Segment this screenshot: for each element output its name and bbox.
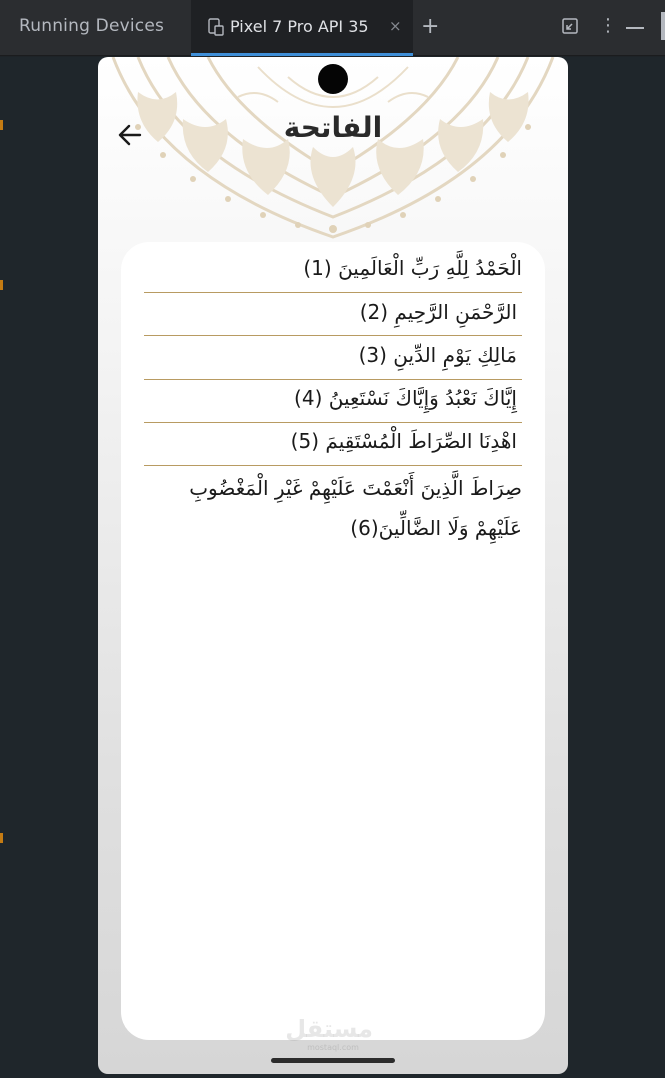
add-tab-icon[interactable]: + bbox=[421, 14, 440, 39]
side-marker bbox=[0, 280, 3, 290]
verse-5: اهْدِنَا الصِّرَاطَ الْمُسْتَقِيمَ (5) bbox=[290, 429, 517, 453]
verse-divider bbox=[144, 422, 522, 423]
front-camera bbox=[318, 64, 348, 94]
home-indicator[interactable] bbox=[271, 1058, 395, 1063]
ide-toolbar bbox=[0, 0, 665, 56]
side-marker bbox=[0, 120, 3, 130]
surah-title: الفاتحة bbox=[283, 111, 383, 144]
verse-4: إِيَّاكَ نَعْبُدُ وَإِيَّاكَ نَسْتَعِينُ (4) bbox=[294, 386, 517, 410]
verse-card bbox=[121, 242, 545, 1040]
restore-icon[interactable] bbox=[561, 17, 579, 35]
side-marker bbox=[0, 833, 3, 843]
verse-divider bbox=[144, 335, 522, 336]
verse-1: الْحَمْدُ لِلَّهِ رَبِّ الْعَالَمِينَ (1) bbox=[303, 256, 522, 280]
verse-2: الرَّحْمَنِ الرَّحِيمِ (2) bbox=[359, 300, 517, 324]
verse-divider bbox=[144, 465, 522, 466]
close-icon[interactable]: × bbox=[389, 17, 402, 35]
running-devices-title[interactable]: Running Devices bbox=[19, 16, 165, 36]
verse-6: صِرَاطَ الَّذِينَ أَنْعَمْتَ عَلَيْهِمْ غَيْرِ الْمَغْضُوبِ عَلَيْهِمْ وَلَا الضَّالِّينَ(6) bbox=[189, 476, 522, 540]
tab-pixel-7-pro[interactable] bbox=[191, 0, 413, 56]
watermark-url: mostaql.com bbox=[307, 1043, 359, 1052]
verse-3: مَالِكِ يَوْمِ الدِّينِ (3) bbox=[358, 343, 517, 367]
watermark-logo: مستقل bbox=[285, 1015, 373, 1043]
device-icon bbox=[208, 18, 224, 36]
minimize-icon[interactable] bbox=[626, 27, 644, 29]
tab-label: Pixel 7 Pro API 35 bbox=[230, 17, 369, 36]
verse-divider bbox=[144, 379, 522, 380]
phone-screen bbox=[98, 57, 568, 1074]
more-options-icon[interactable]: ⋮ bbox=[599, 15, 617, 36]
verse-divider bbox=[144, 292, 522, 293]
edge-scroll-icon bbox=[661, 12, 665, 40]
